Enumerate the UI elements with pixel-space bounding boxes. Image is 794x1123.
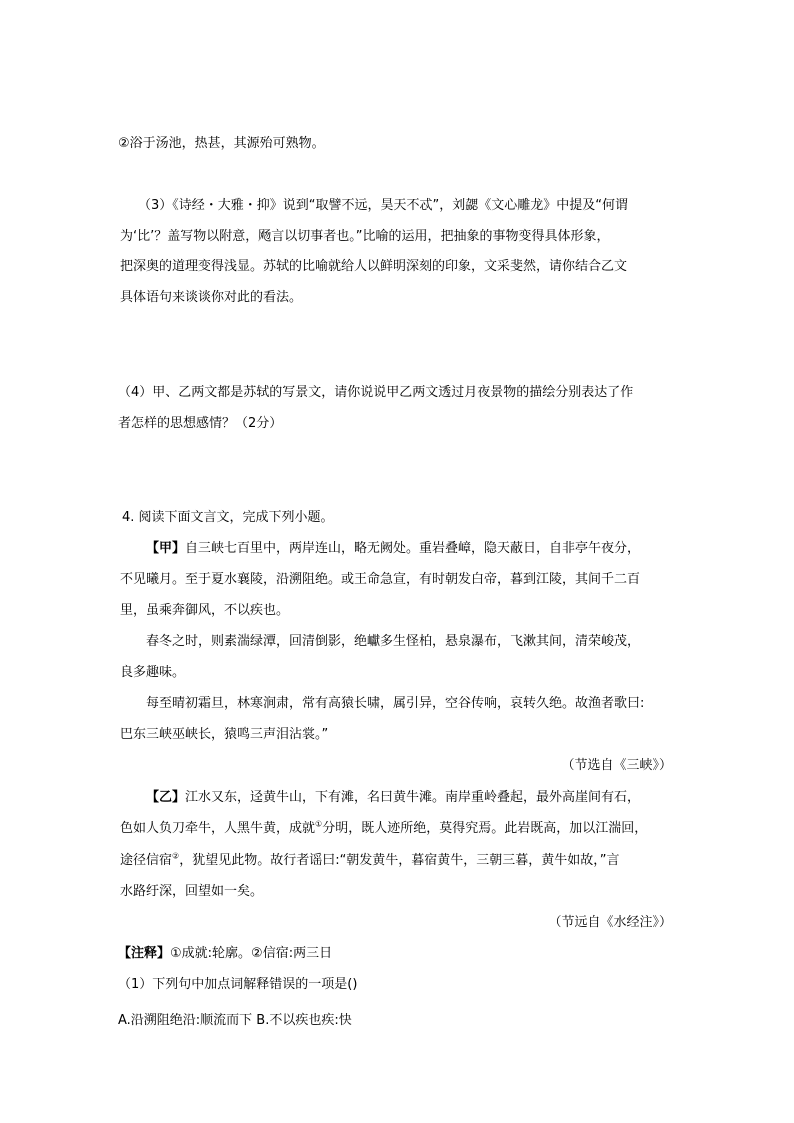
- q2-item-2: ②浴于汤池，热甚，其源殆可熟物。: [118, 136, 325, 151]
- yi-l3b: ，犹望见此物。故行者谣曰:“朝发黄牛，暮宿黄牛，三朝三暮，黄牛如故，”言: [179, 853, 620, 868]
- jia-p2-line-1: 春冬之时，则素湍绿潭，回清倒影，绝巘多生怪柏，悬泉瀑布，飞漱其间，清荣峻茂，: [146, 634, 641, 649]
- jia-p1-line-2: 不见曦月。至于夏水襄陵，沿溯阻绝。或王命急宣，有时朝发白帝，暮到江陵，其间千二百: [120, 572, 641, 587]
- footnote-2-marker: ②: [172, 851, 180, 861]
- sub-question-1: （1）下列句中加点词解释错误的一项是(): [118, 977, 358, 992]
- yi-marker: 【乙】: [146, 790, 186, 805]
- q4-line-2: 者怎样的思想感情？（2分）: [118, 416, 283, 431]
- yi-line-1: [146, 790, 640, 806]
- yi-source: （节远自《水经注》）: [548, 915, 672, 930]
- yi-l2b: 分明，既人迹所绝，莫得究焉。此岩既高，加以江湍回，: [322, 821, 648, 836]
- q3-line-4: 具体语句来谈谈你对此的看法。: [120, 290, 303, 305]
- jia-p3-line-1: 每至晴初霜旦，林寒涧肃，常有高猿长啸，属引异，空谷传响，哀转久绝。故渔者歌曰:: [146, 696, 645, 711]
- sub-question-1-options: A.沿溯阻绝沿:顺流而下 B.不以疾也疾:快: [118, 1013, 352, 1028]
- jia-p1-line-3: 里，虽乘奔御风，不以疾也。: [120, 603, 290, 618]
- notes-text: ①成就:轮廓。②信宿:两三日: [170, 946, 333, 961]
- jia-p1-l1-text: 自三峡七百里中，两岸连山，略无阙处。重岩叠嶂，隐天蔽日，自非亭午夜分，: [185, 541, 641, 556]
- jia-marker: 【甲】: [146, 541, 186, 556]
- jia-p2-line-2: 良多趣味。: [120, 665, 186, 680]
- yi-line-3: [120, 853, 620, 869]
- jia-p1-line-1: [146, 541, 640, 557]
- section-4-title: 4. 阅读下面文言文，完成下列小题。: [122, 510, 334, 525]
- footnote-1-marker: ①: [315, 819, 323, 829]
- q4-line-1: （4）甲、乙两文都是苏轼的写景文，请你说说甲乙两文透过月夜景物的描绘分别表达了作: [118, 385, 634, 400]
- yi-line-2: [120, 821, 647, 837]
- jia-source: （节选自《三峡》）: [561, 758, 672, 773]
- notes: [118, 946, 332, 962]
- q3-line-2: 为‘比’？盖写物以附意，飏言以切事者也。”比喻的运用，把抽象的事物变得具体形象，: [120, 229, 610, 244]
- notes-marker: 【注释】: [118, 946, 171, 961]
- yi-l1-text: 江水又东，迳黄牛山，下有滩，名曰黄牛滩。南岸重岭叠起，最外高崖间有石，: [185, 790, 641, 805]
- q3-line-3: 把深奥的道理变得浅显。苏轼的比喻就给人以鲜明深刻的印象，文采斐然，请你结合乙文: [120, 259, 628, 274]
- yi-l3a: 途径信宿: [120, 853, 173, 868]
- yi-line-4: 水路纡深，回望如一矣。: [120, 884, 264, 899]
- q3-line-1: （3）《诗经・大雅・抑》说到“取譬不远，昊天不忒”，刘勰《文心雕龙》中提及“何谓: [138, 198, 628, 213]
- jia-p3-line-2: 巴东三峡巫峡长，猿鸣三声泪沾裳。”: [120, 727, 329, 742]
- yi-l2a: 色如人负刀牵牛，人黑牛黄，成就: [120, 821, 316, 836]
